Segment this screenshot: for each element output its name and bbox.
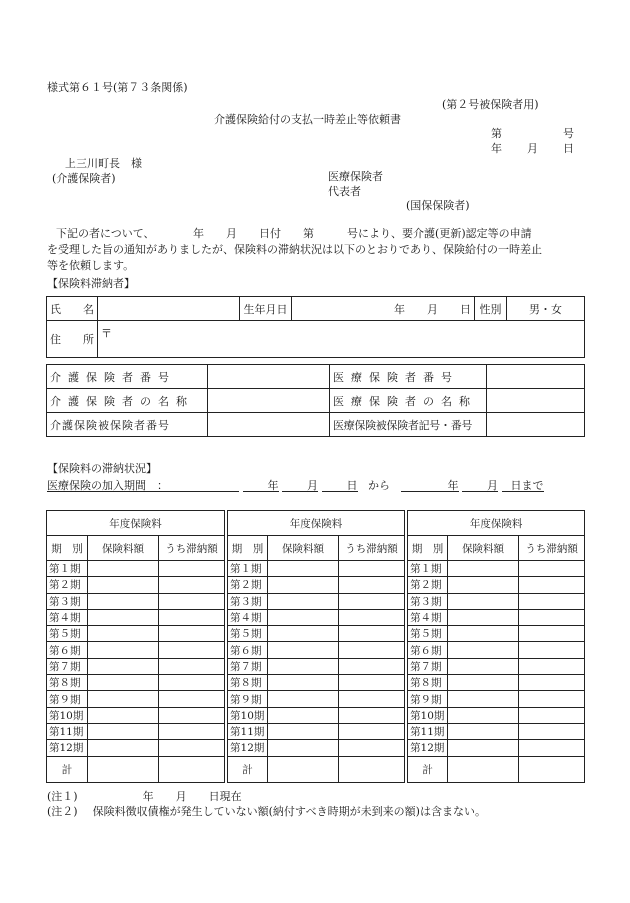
period-label: 第８期: [408, 675, 448, 691]
arrears-amount-cell[interactable]: [519, 577, 585, 593]
med-insurer-number-field[interactable]: [487, 365, 585, 389]
note-1: [47, 791, 242, 802]
body-line-2: を受理した旨の通知がありましたが、保険料の滞納状況は以下のとおりであり、保険給付の一時差止: [47, 243, 542, 256]
total-amount-cell[interactable]: [88, 756, 159, 782]
arrears-amount-cell[interactable]: [159, 707, 225, 723]
arrears-table: [46, 510, 585, 783]
enrollment-period: [47, 480, 544, 492]
sex-options[interactable]: 男・女: [507, 297, 585, 321]
premium-amount-cell[interactable]: [88, 675, 159, 691]
premium-amount-cell[interactable]: [448, 626, 519, 642]
period-label: 第５期: [408, 626, 448, 642]
arrears-amount-cell[interactable]: [339, 609, 405, 625]
period-label: 第４期: [47, 609, 88, 625]
name-label: 氏 名: [47, 297, 98, 321]
period-label: 第７期: [47, 658, 88, 674]
arrears-row: [47, 561, 585, 577]
period-label: 第６期: [47, 642, 88, 658]
premium-amount-cell[interactable]: [268, 642, 339, 658]
col-amount: 保険料額: [268, 536, 339, 561]
med-insurer-name-field[interactable]: [487, 389, 585, 413]
arrears-amount-cell[interactable]: [519, 642, 585, 658]
arrears-amount-cell[interactable]: [519, 723, 585, 739]
period-month: 月: [282, 480, 318, 492]
period-label: 第７期: [228, 658, 268, 674]
arrears-row: [47, 577, 585, 593]
period-label: 第９期: [47, 691, 88, 707]
period-day: 日: [322, 480, 358, 492]
total-amount-cell[interactable]: [268, 756, 339, 782]
form-number: 様式第６１号(第７３条関係): [47, 81, 188, 94]
fiscal-year-header-3: 年度保険料: [408, 511, 585, 536]
premium-amount-cell[interactable]: [268, 593, 339, 609]
premium-amount-cell[interactable]: [268, 658, 339, 674]
note-1-text: 年 月 日現在: [142, 790, 242, 803]
arrears-amount-cell[interactable]: [339, 577, 405, 593]
sex-label: 性別: [475, 297, 507, 321]
date-year: 年: [491, 142, 502, 155]
arrears-amount-cell[interactable]: [519, 707, 585, 723]
period-label: 第10期: [228, 707, 268, 723]
arrears-amount-cell[interactable]: [159, 642, 225, 658]
arrears-amount-cell[interactable]: [339, 658, 405, 674]
arrears-row: [47, 675, 585, 691]
period-label: 第３期: [228, 593, 268, 609]
total-label: 計: [228, 756, 268, 782]
arrears-row: [47, 723, 585, 739]
arrears-row: [47, 691, 585, 707]
period-label: 第５期: [47, 626, 88, 642]
arrears-row: [47, 707, 585, 723]
arrears-row: [47, 740, 585, 756]
period-month-2: 月: [462, 480, 498, 492]
arrears-amount-cell[interactable]: [159, 691, 225, 707]
arrears-amount-cell[interactable]: [159, 593, 225, 609]
arrears-row: [47, 609, 585, 625]
ltc-insurer-number-label: 介護保険者番号: [47, 365, 208, 389]
period-label: 第12期: [228, 740, 268, 756]
period-label: 第１期: [47, 561, 88, 577]
addressee: 上三川町長 様: [65, 157, 142, 170]
premium-amount-cell[interactable]: [268, 675, 339, 691]
arrears-amount-cell[interactable]: [519, 561, 585, 577]
enrollment-period-label: 医療保険の加入期間 ：: [47, 480, 239, 492]
premium-amount-cell[interactable]: [448, 707, 519, 723]
period-label: 第11期: [408, 723, 448, 739]
ltc-insured-number-field[interactable]: [208, 413, 330, 437]
total-label: 計: [47, 756, 88, 782]
period-label: 第９期: [228, 691, 268, 707]
arrears-amount-cell[interactable]: [519, 658, 585, 674]
arrears-row: [47, 626, 585, 642]
premium-amount-cell[interactable]: [448, 642, 519, 658]
note-2: [47, 806, 486, 817]
arrears-amount-cell[interactable]: [159, 561, 225, 577]
arrears-amount-cell[interactable]: [159, 658, 225, 674]
period-label: 第９期: [408, 691, 448, 707]
arrears-amount-cell[interactable]: [159, 609, 225, 625]
arrears-amount-cell[interactable]: [159, 626, 225, 642]
med-insured-number-label: 医療保険被保険者記号・番号: [330, 413, 487, 437]
period-label: 第６期: [228, 642, 268, 658]
arrears-amount-cell[interactable]: [339, 740, 405, 756]
period-label: 第11期: [228, 723, 268, 739]
premium-amount-cell[interactable]: [268, 609, 339, 625]
period-label: 第10期: [408, 707, 448, 723]
total-arrears-cell[interactable]: [519, 756, 585, 782]
birthdate-label: 生年月日: [240, 297, 292, 321]
premium-amount-cell[interactable]: [448, 658, 519, 674]
premium-amount-cell[interactable]: [268, 577, 339, 593]
page-title: 介護保険給付の支払一時差止等依頼書: [214, 113, 401, 126]
period-label: 第12期: [408, 740, 448, 756]
arrears-amount-cell[interactable]: [159, 740, 225, 756]
period-label: 第７期: [408, 658, 448, 674]
arrears-row: [47, 658, 585, 674]
section-delinquent-label: 【保険料滞納者】: [47, 277, 135, 290]
total-arrears-cell[interactable]: [339, 756, 405, 782]
premium-amount-cell[interactable]: [88, 723, 159, 739]
arrears-amount-cell[interactable]: [339, 691, 405, 707]
arrears-amount-cell[interactable]: [519, 740, 585, 756]
section-arrears-label: 【保険料の滞納状況】: [47, 462, 157, 475]
address-field[interactable]: [98, 321, 585, 358]
period-label: 第３期: [47, 593, 88, 609]
birthdate-field[interactable]: 年 月 日: [292, 297, 475, 321]
total-arrears-cell[interactable]: [159, 756, 225, 782]
premium-amount-cell[interactable]: [88, 609, 159, 625]
note-1-label: (注１): [47, 790, 78, 803]
arrears-amount-cell[interactable]: [339, 626, 405, 642]
premium-amount-cell[interactable]: [88, 626, 159, 642]
premium-amount-cell[interactable]: [268, 723, 339, 739]
premium-amount-cell[interactable]: [88, 658, 159, 674]
arrears-amount-cell[interactable]: [159, 577, 225, 593]
medical-insurer-label: 医療保険者: [328, 170, 383, 183]
arrears-amount-cell[interactable]: [339, 707, 405, 723]
period-label: 第４期: [408, 609, 448, 625]
period-label: 第８期: [47, 675, 88, 691]
arrears-amount-cell[interactable]: [519, 691, 585, 707]
period-label: 第６期: [408, 642, 448, 658]
insurer-table: [46, 364, 585, 437]
arrears-amount-cell[interactable]: [519, 675, 585, 691]
note-2-text: 保険料徴収債権が発生していない額(納付すべき時期が未到来の額)は含まない。: [92, 805, 486, 818]
arrears-amount-cell[interactable]: [519, 593, 585, 609]
nhi-label: (国保保険者): [406, 199, 470, 212]
period-label: 第11期: [47, 723, 88, 739]
premium-amount-cell[interactable]: [448, 577, 519, 593]
total-amount-cell[interactable]: [448, 756, 519, 782]
period-label: 第２期: [408, 577, 448, 593]
col-arrears: うち滞納額: [339, 536, 405, 561]
arrears-amount-cell[interactable]: [339, 675, 405, 691]
col-period: 期 別: [47, 536, 88, 561]
premium-amount-cell[interactable]: [448, 593, 519, 609]
premium-amount-cell[interactable]: [268, 626, 339, 642]
period-label: 第８期: [228, 675, 268, 691]
body-line-3: 等を依頼します。: [47, 259, 135, 272]
period-label: 第３期: [408, 593, 448, 609]
premium-amount-cell[interactable]: [268, 740, 339, 756]
period-label: 第２期: [47, 577, 88, 593]
arrears-amount-cell[interactable]: [159, 723, 225, 739]
date-day: 日: [563, 142, 574, 155]
period-year: 年: [243, 480, 279, 492]
premium-amount-cell[interactable]: [448, 723, 519, 739]
premium-amount-cell[interactable]: [88, 691, 159, 707]
premium-amount-cell[interactable]: [448, 675, 519, 691]
postal-mark: 〒: [101, 327, 112, 340]
person-table: [46, 296, 585, 358]
premium-amount-cell[interactable]: [88, 642, 159, 658]
period-label: 第１期: [408, 561, 448, 577]
note-2-label: (注２): [47, 805, 78, 818]
period-label: 第12期: [47, 740, 88, 756]
arrears-row: [47, 593, 585, 609]
ltc-insurer-number-field[interactable]: [208, 365, 330, 389]
premium-amount-cell[interactable]: [88, 593, 159, 609]
ltc-insured-number-label: 介護保険被保険者番号: [47, 413, 208, 437]
arrears-amount-cell[interactable]: [519, 626, 585, 642]
insured-type-label: (第２号被保険者用): [442, 98, 539, 111]
arrears-amount-cell[interactable]: [339, 561, 405, 577]
period-label: 第５期: [228, 626, 268, 642]
arrears-amount-cell[interactable]: [159, 675, 225, 691]
premium-amount-cell[interactable]: [88, 577, 159, 593]
col-arrears: うち滞納額: [519, 536, 585, 561]
period-label: 第10期: [47, 707, 88, 723]
period-label: 第４期: [228, 609, 268, 625]
ref-dai: 第: [491, 127, 502, 140]
premium-amount-cell[interactable]: [448, 561, 519, 577]
premium-amount-cell[interactable]: [268, 561, 339, 577]
period-from: から: [368, 479, 390, 492]
body-line-1: 下記の者について、 年 月 日付 第 号により、要介護(更新)認定等の申請: [56, 227, 532, 240]
name-field[interactable]: [98, 297, 240, 321]
med-insured-number-field[interactable]: [487, 413, 585, 437]
period-until: 日まで: [502, 480, 544, 492]
premium-amount-cell[interactable]: [88, 561, 159, 577]
premium-amount-cell[interactable]: [268, 691, 339, 707]
address-label: 住 所: [47, 321, 98, 358]
arrears-amount-cell[interactable]: [339, 593, 405, 609]
period-label: 第１期: [228, 561, 268, 577]
total-label: 計: [408, 756, 448, 782]
premium-amount-cell[interactable]: [448, 740, 519, 756]
arrears-amount-cell[interactable]: [339, 642, 405, 658]
col-amount: 保険料額: [88, 536, 159, 561]
period-label: 第２期: [228, 577, 268, 593]
premium-amount-cell[interactable]: [88, 707, 159, 723]
col-amount: 保険料額: [448, 536, 519, 561]
arrears-amount-cell[interactable]: [519, 609, 585, 625]
ref-go: 号: [563, 127, 574, 140]
premium-amount-cell[interactable]: [448, 691, 519, 707]
sender-label: (介護保険者): [52, 172, 116, 185]
arrears-row: [47, 642, 585, 658]
period-year-2: 年: [401, 480, 459, 492]
col-arrears: うち滞納額: [159, 536, 225, 561]
col-period: 期 別: [408, 536, 448, 561]
date-month: 月: [527, 142, 538, 155]
col-period: 期 別: [228, 536, 268, 561]
ltc-insurer-name-field[interactable]: [208, 389, 330, 413]
med-insurer-name-label: 医療保険者の名称: [330, 389, 487, 413]
fiscal-year-header-2: 年度保険料: [228, 511, 405, 536]
med-insurer-number-label: 医療保険者番号: [330, 365, 487, 389]
representative-label: 代表者: [328, 185, 361, 198]
arrears-amount-cell[interactable]: [339, 723, 405, 739]
premium-amount-cell[interactable]: [448, 609, 519, 625]
premium-amount-cell[interactable]: [268, 707, 339, 723]
premium-amount-cell[interactable]: [88, 740, 159, 756]
fiscal-year-header-1: 年度保険料: [47, 511, 225, 536]
ltc-insurer-name-label: 介護保険者の名称: [47, 389, 208, 413]
